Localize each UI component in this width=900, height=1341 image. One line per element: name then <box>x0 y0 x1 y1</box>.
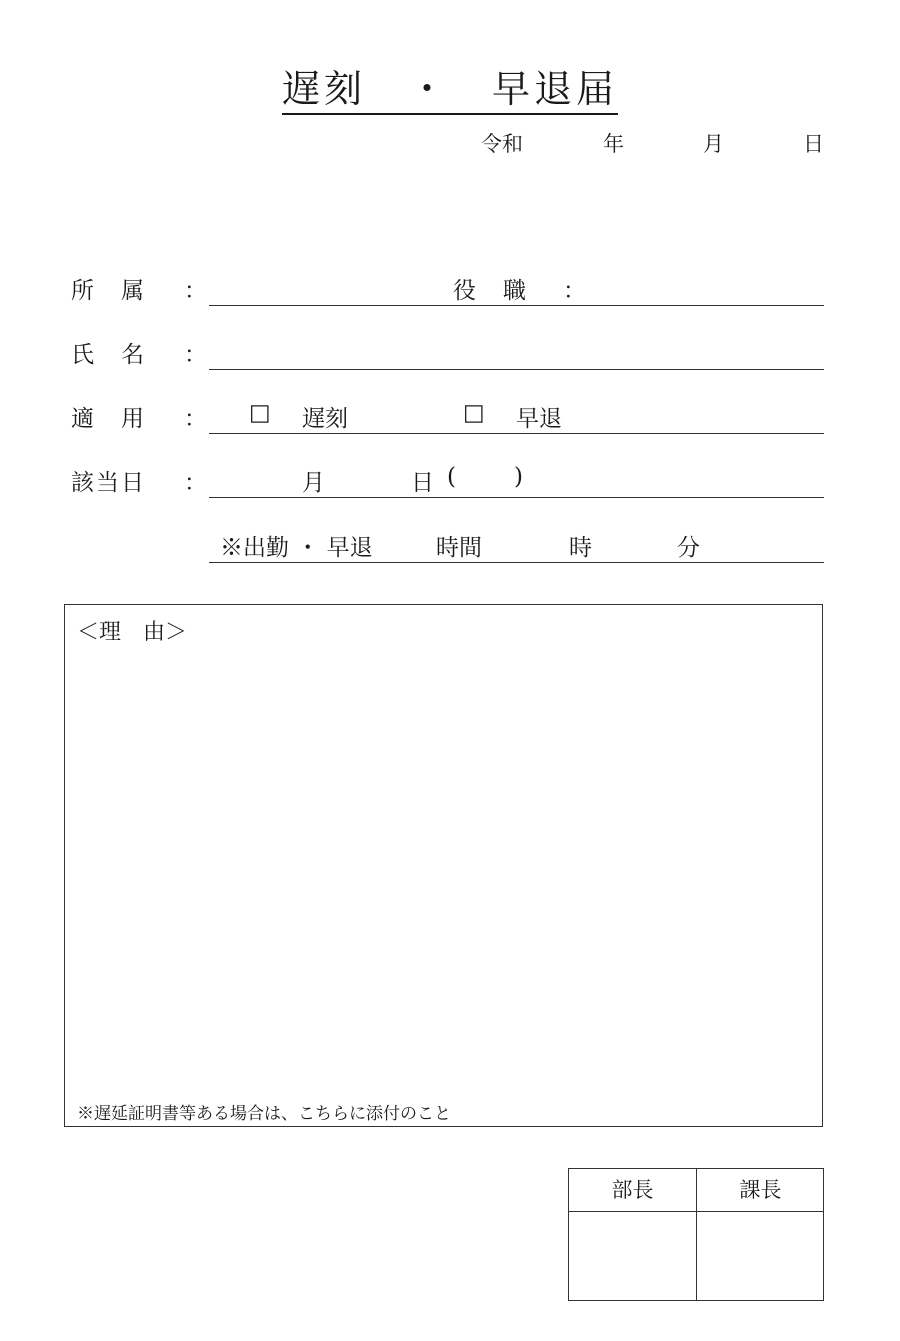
position-label: 役 職 <box>453 278 528 304</box>
time-field-line[interactable] <box>209 562 824 563</box>
apply-colon: ： <box>184 406 209 432</box>
early-checkbox[interactable]: □ <box>463 400 485 426</box>
document-title <box>0 58 900 113</box>
date-day: 日 <box>803 132 824 156</box>
apply-label: 適 用 <box>71 406 146 432</box>
late-option-label: 遅刻 <box>302 406 348 432</box>
approval-stamp-director[interactable] <box>569 1212 696 1300</box>
affiliation-colon: ： <box>184 278 209 304</box>
reason-note: ※遅延証明書等ある場合は、こちらに添付のこと <box>77 1104 451 1124</box>
name-field-line[interactable] <box>209 369 824 370</box>
approval-header-manager: 課長 <box>739 1178 782 1202</box>
target-date-field-line[interactable] <box>209 497 824 498</box>
approval-stamp-manager[interactable] <box>697 1212 824 1300</box>
target-day: 日 <box>411 470 434 496</box>
date-era: 令和 <box>481 132 523 156</box>
date-year: 年 <box>603 132 624 156</box>
approval-table <box>568 1168 824 1301</box>
apply-field-line <box>209 433 824 434</box>
early-option-label: 早退 <box>516 406 562 432</box>
weekday-open-paren: ( <box>447 464 456 490</box>
title-text: 遅刻 ・ 早退届 <box>282 67 618 115</box>
target-month: 月 <box>302 470 325 496</box>
time-label: 時間 <box>436 535 482 561</box>
reason-title: ＜理 由＞ <box>77 620 188 645</box>
name-label: 氏 名 <box>71 342 146 368</box>
time-note: ※出勤 ・ 早退 <box>220 535 373 561</box>
affiliation-field-line[interactable] <box>209 305 824 306</box>
target-date-colon: ： <box>184 470 209 496</box>
late-checkbox[interactable]: □ <box>249 400 271 426</box>
approval-header-director: 部長 <box>611 1178 654 1202</box>
date-month: 月 <box>703 132 724 156</box>
reason-box[interactable] <box>64 604 823 1127</box>
time-minute: 分 <box>677 535 700 561</box>
time-hour: 時 <box>569 535 592 561</box>
target-date-label: 該当日 <box>71 470 146 496</box>
name-colon: ： <box>184 342 209 368</box>
weekday-close-paren: ) <box>514 464 523 490</box>
affiliation-label: 所 属 <box>71 278 146 304</box>
position-colon: ： <box>563 278 588 304</box>
